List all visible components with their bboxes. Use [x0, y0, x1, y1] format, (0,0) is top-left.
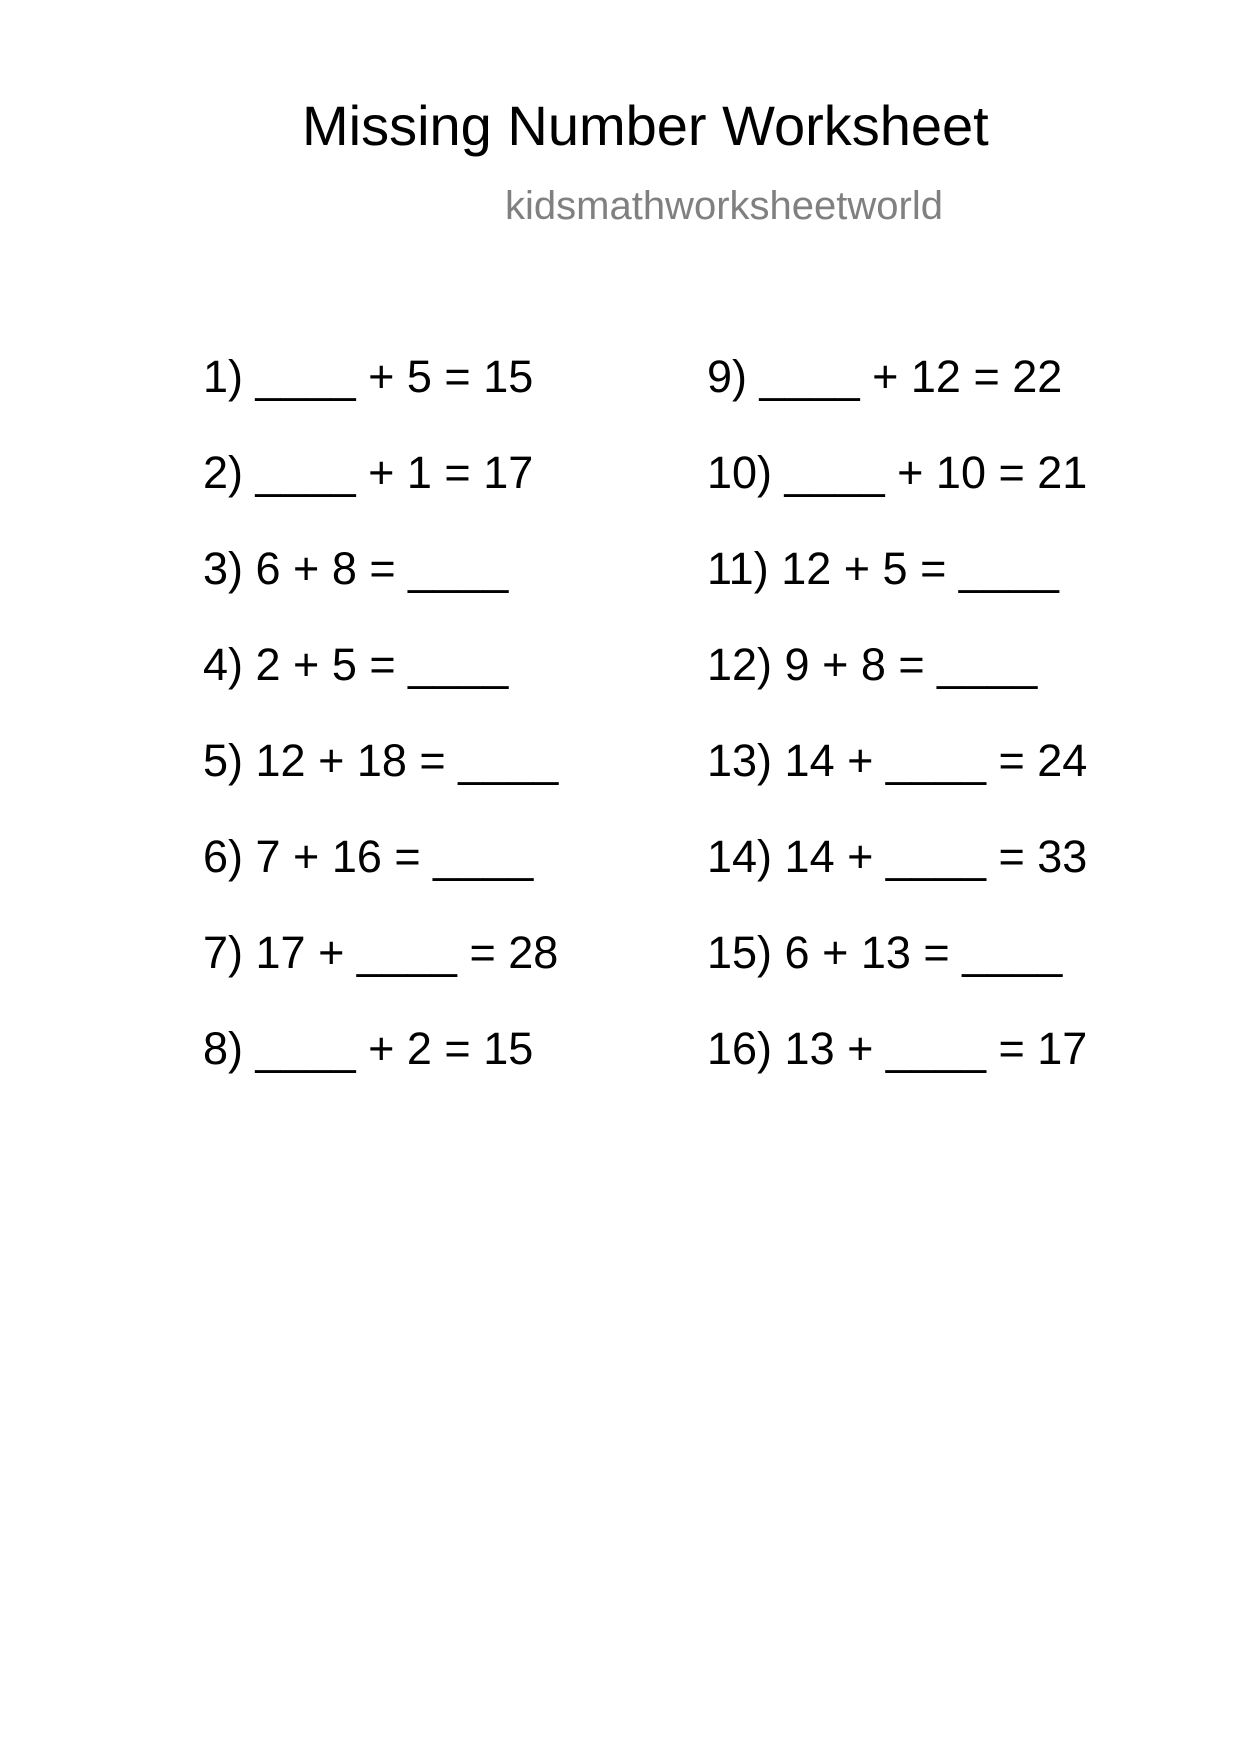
problems-left-column [203, 351, 559, 1122]
problem-2: 2) ____ + 1 = 17 [203, 447, 534, 498]
problem-10: 10) ____ + 10 = 21 [707, 447, 1088, 498]
problem-16: 16) 13 + ____ = 17 [707, 1023, 1088, 1074]
worksheet-title: Missing Number Worksheet [302, 94, 989, 157]
problem-3: 3) 6 + 8 = ____ [203, 543, 509, 594]
problem-13: 13) 14 + ____ = 24 [707, 735, 1088, 786]
problem-7: 7) 17 + ____ = 28 [203, 927, 559, 978]
problem-1: 1) ____ + 5 = 15 [203, 351, 534, 402]
problem-9: 9) ____ + 12 = 22 [707, 351, 1063, 402]
problem-15: 15) 6 + 13 = ____ [707, 927, 1063, 978]
worksheet-subtitle: kidsmathworksheetworld [505, 184, 943, 228]
problem-14: 14) 14 + ____ = 33 [707, 831, 1088, 882]
problem-11: 11) 12 + 5 = ____ [707, 543, 1059, 594]
problem-8: 8) ____ + 2 = 15 [203, 1023, 534, 1074]
problem-12: 12) 9 + 8 = ____ [707, 639, 1038, 690]
problem-6: 6) 7 + 16 = ____ [203, 831, 534, 882]
problem-4: 4) 2 + 5 = ____ [203, 639, 509, 690]
problems-right-column [707, 351, 1088, 1122]
problem-5: 5) 12 + 18 = ____ [203, 735, 559, 786]
